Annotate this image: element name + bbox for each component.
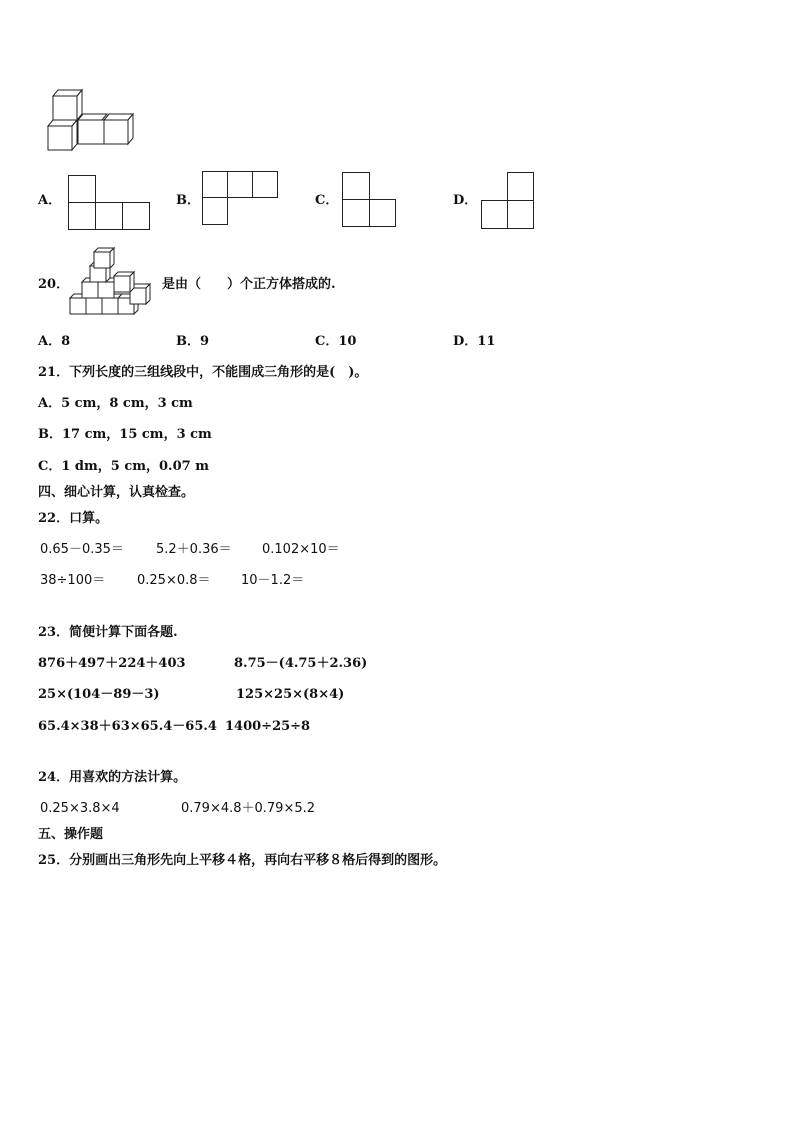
- q20-text: 是由（ ）个正方体搭成的.: [162, 277, 336, 292]
- q20-number: 20．: [38, 277, 70, 292]
- q22-expr-4: 38÷100＝: [40, 573, 106, 588]
- q23-expr-6: 1400÷25÷8: [225, 719, 311, 734]
- q20-option-a[interactable]: A．8: [38, 334, 71, 349]
- cube-top: [53, 90, 82, 120]
- q23-title: 23．简便计算下面各题.: [38, 625, 178, 640]
- q20-option-c[interactable]: C．10: [315, 334, 357, 349]
- q23-expr-4: 125×25×(8×4): [236, 687, 345, 702]
- q23-expr-3: 25×(104－89－3): [38, 687, 160, 702]
- q21-title: 21．下列长度的三组线段中，不能围成三角形的是( )。: [38, 365, 368, 380]
- q24-expr-1: 0.25×3.8×4: [40, 801, 120, 816]
- cube-pyramid-figure-q20: [66, 246, 158, 318]
- q19-option-c-label[interactable]: C．: [315, 193, 339, 208]
- q19-option-b-label[interactable]: B．: [176, 193, 200, 208]
- q22-title: 22．口算。: [38, 511, 109, 526]
- q20-option-b[interactable]: B．9: [176, 334, 210, 349]
- q21-option-c[interactable]: C．1 dm，5 cm，0.07 m: [38, 459, 209, 474]
- section-5-heading: 五、操作题: [38, 827, 104, 842]
- q22-expr-5: 0.25×0.8＝: [137, 573, 211, 588]
- cube-front-left: [48, 120, 77, 150]
- q22-expr-1: 0.65－0.35＝: [40, 542, 124, 557]
- q19-option-c-figure: [342, 172, 402, 232]
- q20-option-d[interactable]: D．11: [453, 334, 496, 349]
- cube-right-far: [104, 114, 133, 144]
- q19-option-d-label[interactable]: D．: [453, 193, 478, 208]
- q24-title: 24．用喜欢的方法计算。: [38, 770, 187, 785]
- section-4-heading: 四、细心计算，认真检查。: [38, 485, 195, 500]
- cube-row-top: [94, 248, 114, 268]
- q21-option-a[interactable]: A．5 cm，8 cm，3 cm: [38, 396, 193, 411]
- q23-expr-1: 876＋497＋224＋403: [38, 656, 186, 671]
- q25-title: 25．分别画出三角形先向上平移４格，再向右平移８格后得到的图形。: [38, 853, 447, 868]
- q23-expr-5: 65.4×38＋63×65.4－65.4: [38, 719, 217, 734]
- q19-option-a-figure: [68, 175, 152, 231]
- q23-expr-2: 8.75－(4.75＋2.36): [234, 656, 368, 671]
- q19-option-b-figure: [202, 171, 286, 227]
- q22-expr-6: 10－1.2＝: [241, 573, 305, 588]
- q19-option-d-figure: [481, 172, 541, 232]
- q19-option-a-label[interactable]: A．: [38, 193, 62, 208]
- q24-expr-2: 0.79×4.8＋0.79×5.2: [181, 801, 316, 816]
- cube-stack-figure-q19: [40, 86, 140, 156]
- q21-option-b[interactable]: B．17 cm，15 cm，3 cm: [38, 427, 212, 442]
- q22-expr-2: 5.2＋0.36＝: [156, 542, 232, 557]
- cube-right-mid: [78, 114, 107, 144]
- q22-expr-3: 0.102×10＝: [262, 542, 340, 557]
